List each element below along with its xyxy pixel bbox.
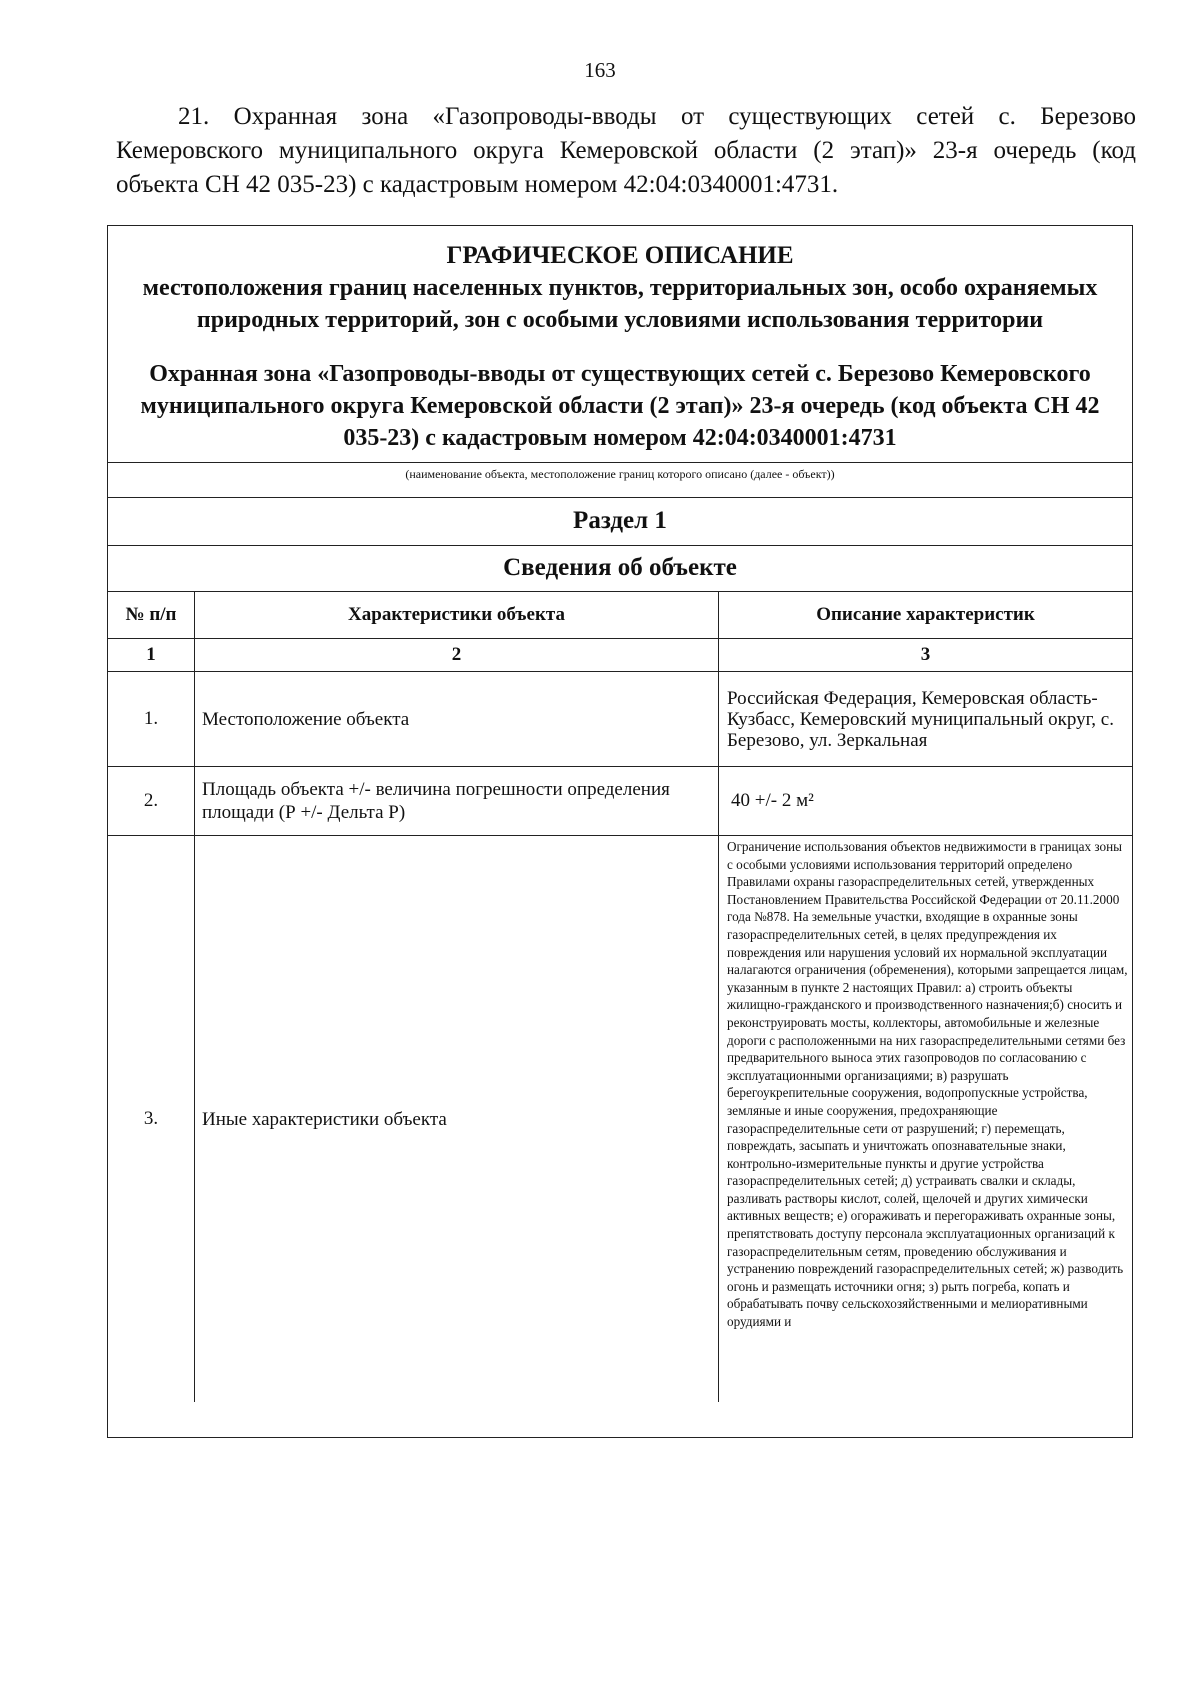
object-info-table <box>108 591 1132 1402</box>
header-cell-description: Описание характеристик <box>719 592 1133 639</box>
row-number: 2. <box>108 767 195 836</box>
object-name: Охранная зона «Газопроводы-вводы от существующих сетей с. Березово Кемеровского муниципального округа Кемеровской области (2 этап)» 23-я очередь (код объекта СН 42 035-23) с кадастровым номером 42:04:0340001:4731 <box>140 361 1100 451</box>
table-row <box>108 836 1132 1403</box>
document-title: ГРАФИЧЕСКОЕ ОПИСАНИЕ <box>446 242 794 269</box>
table-row <box>108 767 1132 836</box>
column-number-row <box>108 639 1132 672</box>
intro-paragraph: 21. Охранная зона «Газопроводы-вводы от существующих сетей с. Березово Кемеровского муниципального округа Кемеровской области (2 этап)» 23-я очередь (код объекта СН 42 035-23) с кадастровым номером 42:04:0340001:4731. <box>116 103 1136 198</box>
row-characteristic: Местоположение объекта <box>195 672 719 767</box>
object-note: (наименование объекта, местоположение границ которого описано (далее - объект)) <box>108 462 1132 497</box>
row-description: Ограничение использования объектов недвижимости в границах зоны с особыми условиями использования территорий определено Правилами охраны газораспределительных сетей, утвержденных Постановлением Правительства Российской Федерации от 20.11.2000 года №878. На земельные участки, входящие в охранные зоны газораспределительных сетей, в целях предупреждения их повреждения или нарушения условий их нормальной эксплуатации налагаются ограничения (обременения), которыми запрещается лицам, указанным в пункте 2 настоящих Правил: а) строить объекты жилищно-гражданского и производственного назначения;б) сносить и реконструировать мосты, коллекторы, автомобильные и железные дороги с расположенными на них газораспределительными сетями без предварительного выноса этих газопроводов по согласованию с эксплуатационными организациями; в) разрушать берегоукрепительные сооружения, водопропускные устройства, земляные и иные сооружения, предохраняющие газораспределительные сети от разрушений; г) перемещать, повреждать, засыпать и уничтожать опознавательные знаки, контрольно-измерительные пункты и другие устройства газораспределительных сетей; д) устраивать свалки и склады, разливать растворы кислот, солей, щелочей и других химически активных веществ; е) огораживать и перегораживать охранные зоны, препятствовать доступу персонала эксплуатационных организаций к газораспределительным сетям, проведению обслуживания и устранению повреждений газораспределительных сетей; ж) разводить огонь и размещать источники огня; з) рыть погреба, копать и обрабатывать почву сельскохозяйственными и мелиоративными орудиями и <box>727 839 1128 1330</box>
row-number: 1. <box>108 672 195 767</box>
header-cell-number: № п/п <box>108 592 195 639</box>
row-description: 40 +/- 2 м² <box>719 767 1133 836</box>
column-number-cell: 3 <box>719 639 1133 672</box>
row-description-cell <box>719 836 1133 1403</box>
header-cell-characteristic: Характеристики объекта <box>195 592 719 639</box>
row-characteristic: Площадь объекта +/- величина погрешности определения площади (Р +/- Дельта Р) <box>195 767 719 836</box>
section-title: Раздел 1 <box>108 497 1132 545</box>
column-number-cell: 2 <box>195 639 719 672</box>
row-description: Российская Федерация, Кемеровская область-Кузбасс, Кемеровский муниципальный округ, с. Березово, ул. Зеркальная <box>719 672 1133 767</box>
table-header-row <box>108 592 1132 639</box>
document-subtitle: местоположения границ населенных пунктов, территориальных зон, особо охраняемых природных территорий, зон с особыми условиями использования территории <box>142 275 1098 333</box>
frame-header <box>108 226 1132 454</box>
row-characteristic: Иные характеристики объекта <box>195 836 719 1403</box>
table-row <box>108 672 1132 767</box>
page-number: 163 <box>584 58 616 82</box>
section-subtitle: Сведения об объекте <box>108 545 1132 591</box>
row-number: 3. <box>108 836 195 1403</box>
column-number-cell: 1 <box>108 639 195 672</box>
description-frame <box>107 225 1133 1438</box>
